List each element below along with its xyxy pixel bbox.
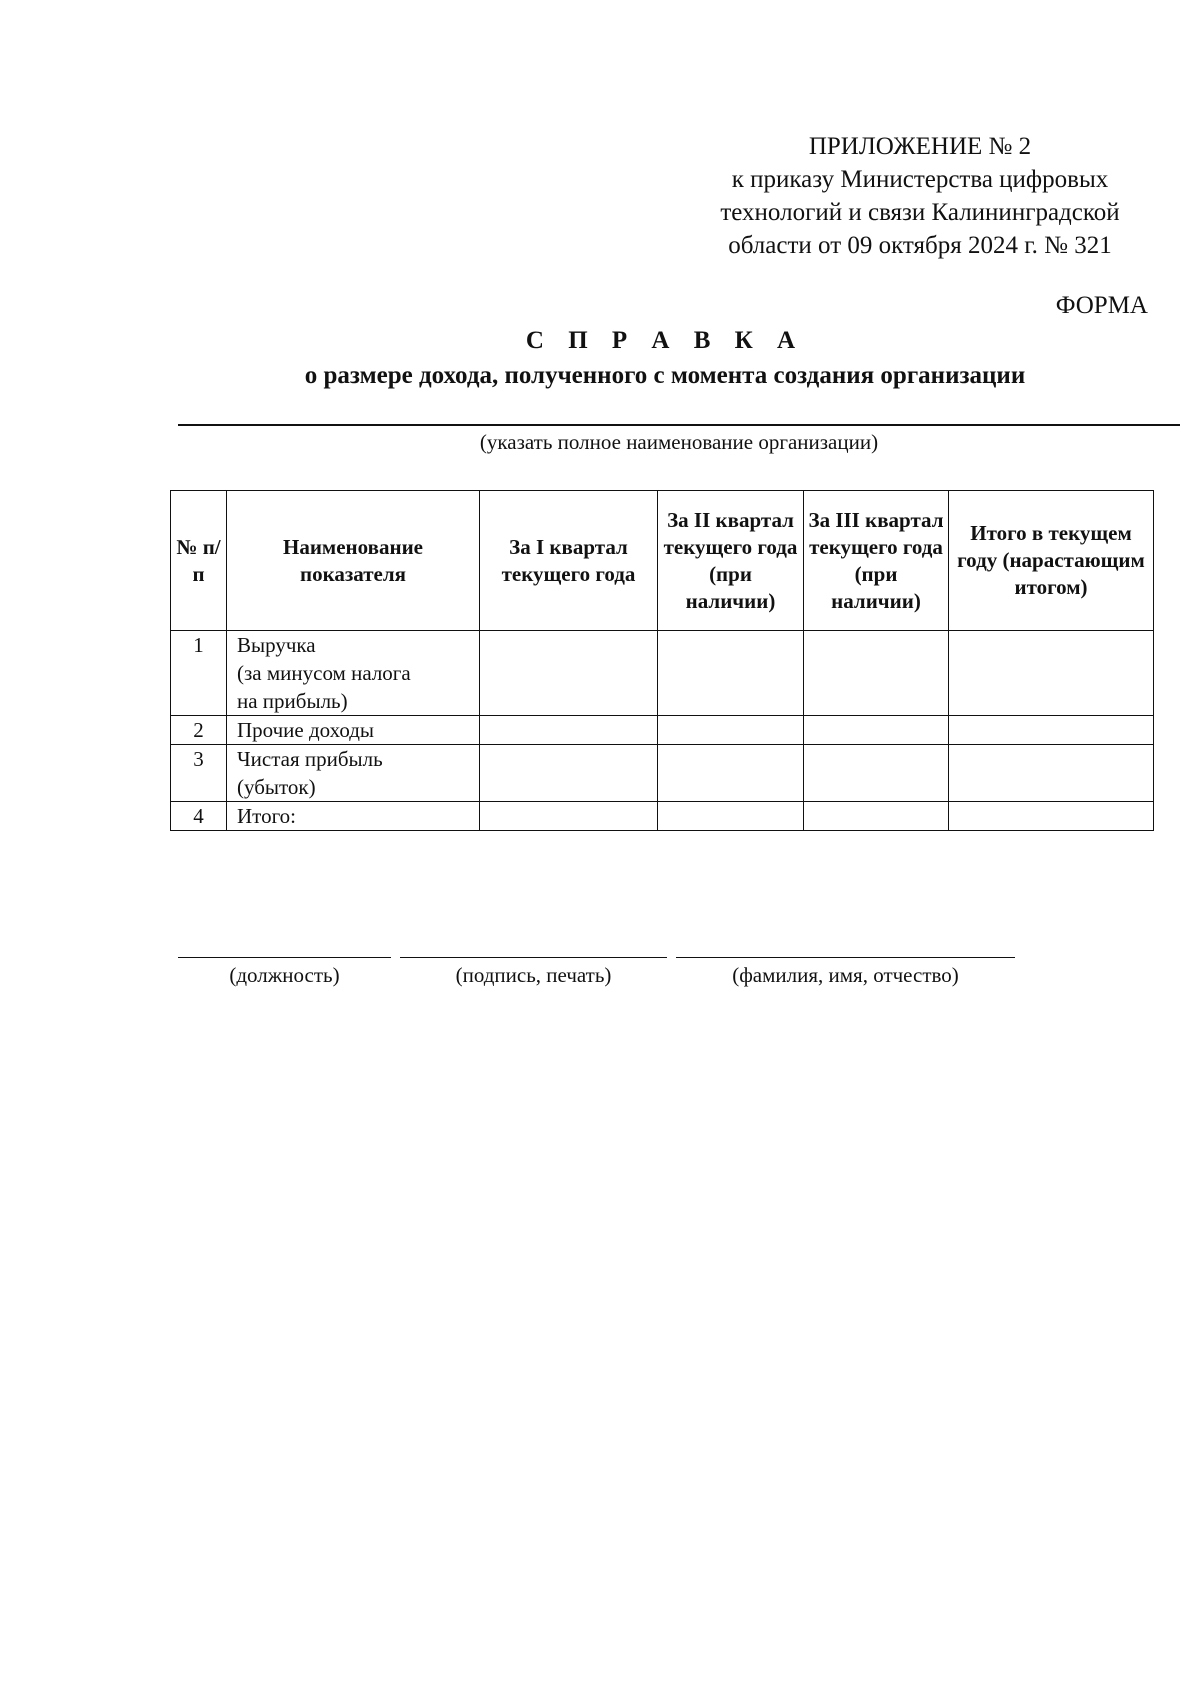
cell-total[interactable]: [949, 802, 1154, 831]
indicator-name-line: (убыток): [237, 775, 316, 799]
signature-label-fullname: (фамилия, имя, отчество): [732, 963, 959, 987]
signature-label-position: (должность): [229, 963, 340, 987]
row-number: 2: [171, 716, 227, 745]
row-number: 3: [171, 745, 227, 802]
column-header-number: № п/п: [171, 491, 227, 631]
document-title: С П Р А В К А: [525, 327, 805, 354]
organization-name-line: [178, 424, 1180, 426]
cell-q3[interactable]: [804, 631, 949, 716]
cell-q1[interactable]: [480, 716, 658, 745]
cell-q2[interactable]: [658, 802, 804, 831]
document-subtitle: о размере дохода, полученного с момента создания организации: [304, 362, 1026, 389]
cell-q2[interactable]: [658, 631, 804, 716]
cell-total[interactable]: [949, 716, 1154, 745]
cell-q3[interactable]: [804, 716, 949, 745]
table-row: [171, 745, 1154, 802]
appendix-number: ПРИЛОЖЕНИЕ № 2: [808, 133, 1032, 160]
indicator-name-line: Выручка: [237, 633, 316, 657]
row-indicator-name: [227, 745, 480, 802]
table-row: [171, 716, 1154, 745]
table-row: [171, 631, 1154, 716]
indicator-name-line: (за минусом налога: [237, 661, 411, 685]
cell-total[interactable]: [949, 745, 1154, 802]
indicator-name-line: Прочие доходы: [237, 718, 375, 742]
cell-q3[interactable]: [804, 745, 949, 802]
table-row: [171, 802, 1154, 831]
signature-line-fullname: [676, 957, 1015, 958]
column-header-q2: За II квартал текущего года (при наличии): [658, 491, 804, 631]
cell-q2[interactable]: [658, 745, 804, 802]
cell-total[interactable]: [949, 631, 1154, 716]
appendix-order-line: области от 09 октября 2024 г. № 321: [728, 232, 1112, 259]
indicator-name-line: Чистая прибыль: [237, 747, 383, 771]
table-header-row: [171, 491, 1154, 631]
signature-label-sign: (подпись, печать): [455, 963, 612, 987]
column-header-indicator: Наименование показателя: [227, 491, 480, 631]
cell-q1[interactable]: [480, 745, 658, 802]
column-header-q3: За III квартал текущего года (при наличии): [804, 491, 949, 631]
cell-q2[interactable]: [658, 716, 804, 745]
signature-line-position: [178, 957, 391, 958]
form-label: ФОРМА: [1055, 292, 1148, 319]
signature-line-sign: [400, 957, 667, 958]
row-indicator-name: [227, 631, 480, 716]
cell-q3[interactable]: [804, 802, 949, 831]
appendix-order-line: технологий и связи Калининградской: [720, 199, 1120, 226]
row-indicator-name: [227, 802, 480, 831]
row-indicator-name: [227, 716, 480, 745]
indicator-name-line: Итого:: [237, 804, 296, 828]
organization-name-hint: (указать полное наименование организации): [479, 430, 879, 454]
appendix-block: [680, 130, 1160, 262]
row-number: 1: [171, 631, 227, 716]
row-number: 4: [171, 802, 227, 831]
column-header-total: Итого в текущем году (нарастающим итогом): [949, 491, 1154, 631]
income-table: [170, 490, 1154, 831]
column-header-q1: За I квартал текущего года: [480, 491, 658, 631]
indicator-name-line: на прибыль): [237, 689, 348, 713]
cell-q1[interactable]: [480, 802, 658, 831]
cell-q1[interactable]: [480, 631, 658, 716]
appendix-order-line: к приказу Министерства цифровых: [731, 166, 1109, 193]
